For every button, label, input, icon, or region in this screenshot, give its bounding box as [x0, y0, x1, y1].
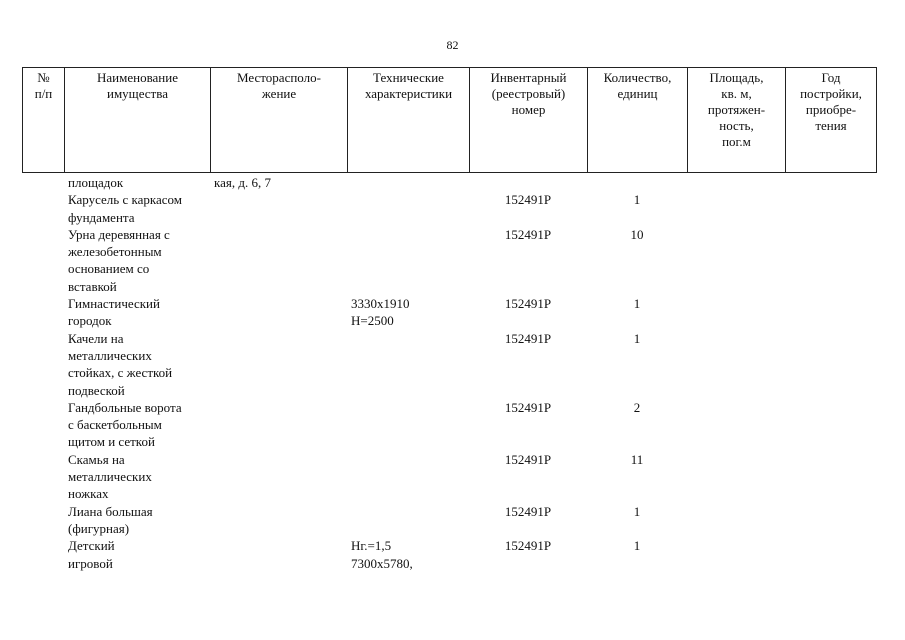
technical-cell: Нг.=1,5 7300х5780,: [351, 538, 413, 571]
technical-cell: [347, 174, 469, 191]
location-cell: [210, 537, 347, 572]
name-cell: площадок: [68, 175, 124, 190]
technical-cell: [347, 451, 469, 503]
table-row: [22, 537, 876, 572]
quantity-cell: 2: [633, 399, 641, 415]
area-cell: [687, 537, 785, 572]
area-cell: [687, 226, 785, 295]
name-cell: Гандбольные ворота с баскетбольным щитом и сеткой: [68, 399, 182, 450]
table-row: [22, 503, 876, 538]
inventory-cell: 152491Р: [504, 451, 552, 467]
name-cell: Качели на металлических стойках, с жесткой подвеской: [68, 330, 173, 398]
page-number: 82: [446, 38, 459, 52]
inventory-cell: 152491Р: [504, 538, 552, 554]
area-cell: [687, 451, 785, 503]
inventory-cell: [469, 174, 587, 191]
quantity-cell: 10: [630, 226, 644, 242]
column-header-technical: Технические характеристики: [348, 68, 470, 173]
location-cell: [210, 226, 347, 295]
property-table-body: [22, 174, 876, 572]
inventory-cell: 152491Р: [504, 192, 552, 208]
table-row: [22, 399, 876, 451]
year-cell: [785, 191, 876, 226]
name-cell: Урна деревянная с железобетонным основанием со вставкой: [68, 226, 170, 294]
quantity-cell: [587, 174, 687, 191]
inventory-cell: 152491Р: [504, 226, 552, 242]
number-cell: [22, 503, 64, 538]
year-cell: [785, 399, 876, 451]
column-header-location: Месторасполо- жение: [211, 68, 348, 173]
number-cell: [22, 174, 64, 191]
quantity-cell: 1: [633, 192, 641, 208]
location-cell: кая, д. 6, 7: [214, 175, 271, 190]
technical-cell: 3330х1910 Н=2500: [351, 296, 410, 329]
technical-cell: [347, 226, 469, 295]
year-cell: [785, 503, 876, 538]
column-header-quantity: Количество, единиц: [588, 68, 688, 173]
technical-cell: [347, 503, 469, 538]
area-cell: [687, 399, 785, 451]
name-cell: Гимнастический городок: [68, 296, 160, 329]
area-cell: [687, 503, 785, 538]
quantity-cell: 1: [633, 538, 641, 554]
year-cell: [785, 174, 876, 191]
quantity-cell: 1: [633, 330, 641, 346]
table-header: [22, 67, 877, 173]
technical-cell: [347, 330, 469, 399]
column-header-name: Наименование имущества: [65, 68, 211, 173]
quantity-cell: 1: [633, 296, 641, 312]
number-cell: [22, 451, 64, 503]
quantity-cell: 11: [630, 451, 644, 467]
name-cell: Скамья на металлических ножках: [68, 451, 152, 502]
column-header-number: № п/п: [23, 68, 65, 173]
name-cell: Лиана большая (фигурная): [68, 503, 153, 536]
number-cell: [22, 537, 64, 572]
year-cell: [785, 226, 876, 295]
column-header-inventory: Инвентарный (реестровый) номер: [470, 68, 588, 173]
location-cell: [210, 295, 347, 330]
area-cell: [687, 295, 785, 330]
technical-cell: [347, 399, 469, 451]
number-cell: [22, 330, 64, 399]
year-cell: [785, 537, 876, 572]
table-row: [22, 451, 876, 503]
location-cell: [210, 399, 347, 451]
column-header-area: Площадь, кв. м, протяжен- ность, пог.м: [688, 68, 786, 173]
year-cell: [785, 330, 876, 399]
location-cell: [210, 451, 347, 503]
area-cell: [687, 174, 785, 191]
inventory-cell: 152491Р: [504, 503, 552, 519]
number-cell: [22, 295, 64, 330]
area-cell: [687, 191, 785, 226]
technical-cell: [347, 191, 469, 226]
location-cell: [210, 503, 347, 538]
table-row: [22, 226, 876, 295]
table-row: [22, 191, 876, 226]
table-row: [22, 174, 876, 191]
inventory-cell: 152491Р: [504, 399, 552, 415]
location-cell: [210, 191, 347, 226]
name-cell: Карусель с каркасом фундамента: [68, 192, 183, 225]
number-cell: [22, 191, 64, 226]
area-cell: [687, 330, 785, 399]
table-row: [22, 330, 876, 399]
location-cell: [210, 330, 347, 399]
inventory-cell: 152491Р: [504, 296, 552, 312]
number-cell: [22, 226, 64, 295]
name-cell: Детский игровой: [68, 538, 115, 571]
year-cell: [785, 295, 876, 330]
quantity-cell: 1: [633, 503, 641, 519]
table-row: [22, 295, 876, 330]
number-cell: [22, 399, 64, 451]
year-cell: [785, 451, 876, 503]
inventory-cell: 152491Р: [504, 330, 552, 346]
column-header-year: Год постройки, приобре- тения: [786, 68, 877, 173]
